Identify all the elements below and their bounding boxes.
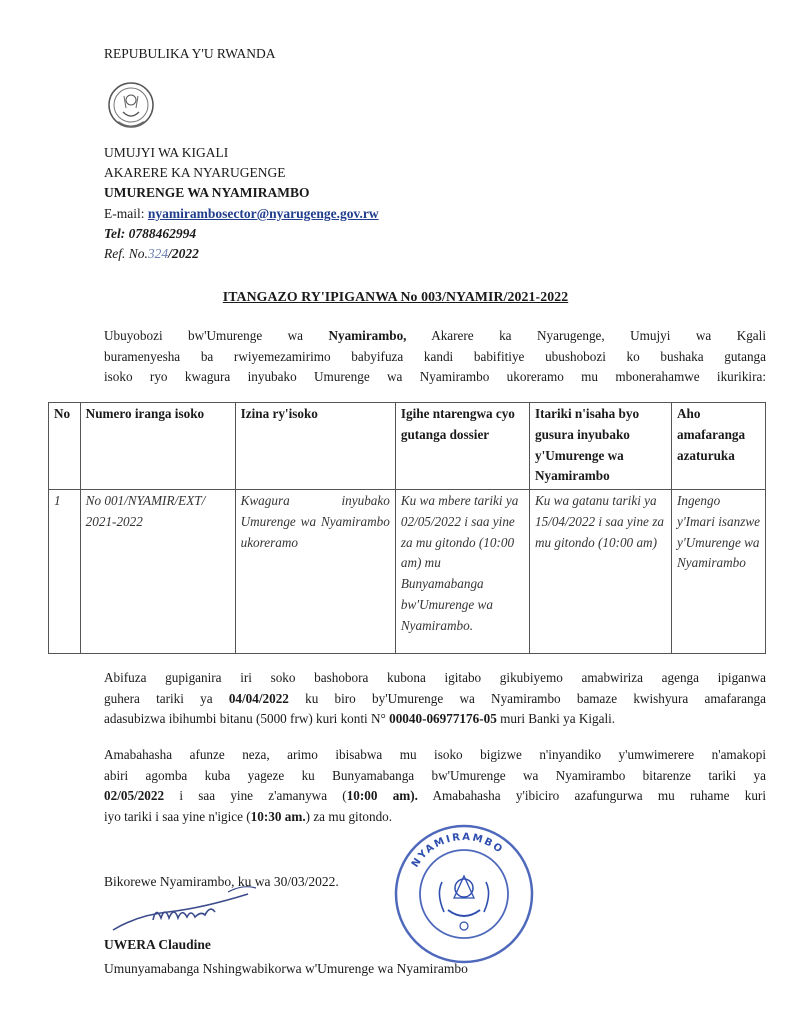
district-name: AKARERE KA NYARUGENGE [104,165,286,180]
cell-deadline: Ku wa mbere tariki ya 02/05/2022 i saa yine za mu gitondo (10:00 am) mu Bunyamabanga bw'Umurenge wa Nyamirambo. [395,490,529,654]
tender-table [48,402,766,654]
ref-suffix: /2022 [168,246,199,261]
cell-tender-number: No 001/NYAMIR/EXT/ 2021-2022 [80,490,235,654]
telephone: Tel: 0788462994 [104,226,197,241]
header-site-visit: Itariki n'isaha byo gusura inyubako y'Umurenge wa Nyamirambo [529,403,671,490]
stamp-ring-text: NYAMIRAMBO [409,831,506,870]
signer-role: Umunyamabanga Nshingwabikorwa w'Umurenge wa Nyamirambo [104,961,468,976]
email-line [104,207,379,221]
sector-name: UMURENGE WA NYAMIRAMBO [104,185,310,200]
table-row [49,490,766,654]
city-name: UMUJYI WA KIGALI [104,145,229,160]
cell-funding-source: Ingengo y'Imari isanzwe y'Umurenge wa Nyamirambo [671,490,765,654]
place-and-date: Bikorewe Nyamirambo, ku wa 30/03/2022. [104,874,339,889]
republic-name: REPUBULIKA Y'U RWANDA [104,46,276,61]
handwritten-signature [108,880,278,940]
email-link[interactable]: nyamirambosector@nyarugenge.gov.rw [147,206,379,221]
header-tender-name: Izina ry'isoko [235,403,395,490]
header-deadline: Igihe ntarengwa cyo gutanga dossier [395,403,529,490]
cell-no: 1 [49,490,81,654]
header-no: No [49,403,81,490]
announcement-title: ITANGAZO RY'IPIGANWA No 003/NYAMIR/2021-2022 [222,289,569,304]
header-funding-source: Aho amafaranga azaturuka [671,403,765,490]
cell-site-visit: Ku wa gatanu tariki ya 15/04/2022 i saa yine za mu gitondo (10:00 am) [529,490,671,654]
purchase-paragraph: Abifuza gupiganira iri soko bashobora kubona igitabo gikubiyemo amabwiriza agenga ipiganwa guhera tariki ya 04/04/2022 ku biro by'Umurenge wa Nyamirambo bamaze kwishyura amafaranga adasubizwa ibihumbi bitanu (5000 frw) kuri konti N° 00040-06977176-05 muri Banki ya Kigali. [104,670,766,727]
header-tender-number: Numero iranga isoko [80,403,235,490]
ref-number-handwritten: 324 [147,246,169,261]
reference-number [104,247,199,261]
email-label: E-mail: [104,206,145,221]
intro-paragraph: Ubuyobozi bw'Umurenge wa Nyamirambo, Akarere ka Nyarugenge, Umujyi wa Kgali buramenyesha ba rwiyemezamirimo babyifuza kandi babifitiye ubushobozi ko bushaka gutanga isoko ryo kwagura inyubako Umurenge wa Nyamirambo ukoreramo mu mbonerahamwe ikurikira: [104,328,766,385]
rwanda-coat-of-arms-emblem [106,78,156,134]
official-stamp [392,822,536,966]
submission-paragraph: Amabahasha afunze neza, arimo ibisabwa mu isoko bigizwe n'inyandiko y'umwimerere n'amakopi abiri agomba kuba yageze ku Bunyamabanga bw'Umurenge wa Nyamirambo bitarenze tariki ya 02/05/2022 i saa yine z'amanywa (10:00 am). Amabahasha y'ibiciro azafungurwa mu ruhame kuri iyo tariki i saa yine n'igice (10:30 am.) za mu gitondo. [104,747,766,824]
ref-prefix: Ref. No. [104,246,148,261]
cell-tender-name: Kwagura inyubako Umurenge wa Nyamirambo ukoreramo [235,490,395,654]
signer-name: UWERA Claudine [104,937,211,952]
table-header-row [49,403,766,490]
